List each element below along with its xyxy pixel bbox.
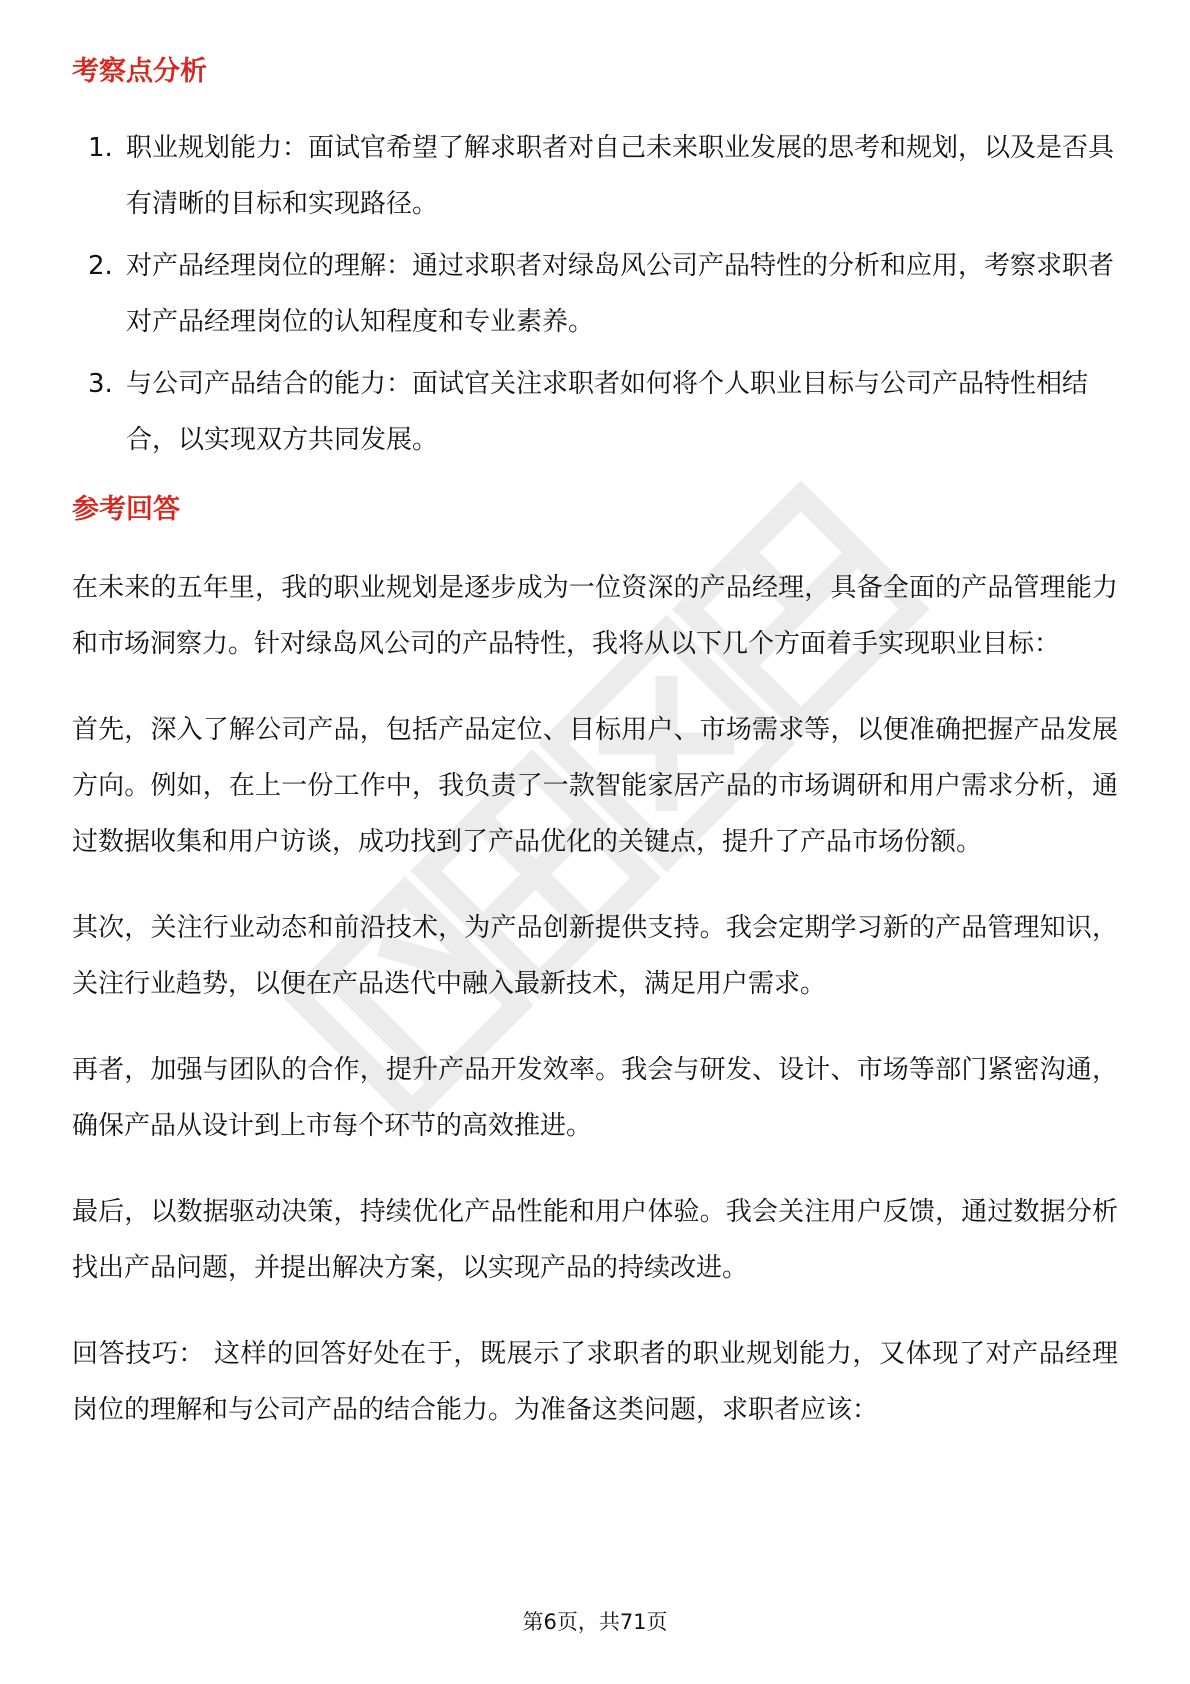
analysis-heading: 考察点分析	[72, 56, 207, 87]
document-body	[72, 48, 1118, 1438]
answer-paragraph: 首先，深入了解公司产品，包括产品定位、目标用户、市场需求等，以便准确把握产品发展方向。例如，在上一份工作中，我负责了一款智能家居产品的市场调研和用户需求分析，通过数据收集和用户访谈，成功找到了产品优化的关键点，提升了产品市场份额。	[72, 715, 1118, 857]
answer-paragraph: 再者，加强与团队的合作，提升产品开发效率。我会与研发、设计、市场等部门紧密沟通，确保产品从设计到上市每个环节的高效推进。	[72, 1055, 1118, 1141]
list-item-number: 3.	[88, 369, 113, 399]
list-item	[72, 120, 1118, 232]
list-item-number: 1.	[88, 133, 113, 163]
answer-heading: 参考回答	[72, 494, 180, 525]
list-item	[72, 238, 1118, 350]
list-item-text: 与公司产品结合的能力：面试官关注求职者如何将个人职业目标与公司产品特性相结合，以实现双方共同发展。	[126, 369, 1089, 455]
answer-tips-paragraph: 回答技巧： 这样的回答好处在于，既展示了求职者的职业规划能力，又体现了对产品经理岗位的理解和与公司产品的结合能力。为准备这类问题，求职者应该：	[72, 1339, 1118, 1425]
list-item-text: 职业规划能力：面试官希望了解求职者对自己未来职业发展的思考和规划，以及是否具有清晰的目标和实现路径。	[126, 133, 1115, 219]
page-number: 第6页，共71页	[522, 1610, 668, 1634]
analysis-points-list	[72, 120, 1118, 468]
answer-paragraph: 在未来的五年里，我的职业规划是逐步成为一位资深的产品经理，具备全面的产品管理能力和市场洞察力。针对绿岛风公司的产品特性，我将从以下几个方面着手实现职业目标：	[72, 573, 1118, 659]
list-item	[72, 356, 1118, 468]
answer-paragraph: 最后，以数据驱动决策，持续优化产品性能和用户体验。我会关注用户反馈，通过数据分析找出产品问题，并提出解决方案，以实现产品的持续改进。	[72, 1197, 1118, 1283]
list-item-text: 对产品经理岗位的理解：通过求职者对绿岛风公司产品特性的分析和应用，考察求职者对产品经理岗位的认知程度和专业素养。	[126, 251, 1115, 337]
answer-paragraph: 其次，关注行业动态和前沿技术，为产品创新提供支持。我会定期学习新的产品管理知识，关注行业趋势，以便在产品迭代中融入最新技术，满足用户需求。	[72, 913, 1118, 999]
list-item-number: 2.	[88, 251, 113, 281]
